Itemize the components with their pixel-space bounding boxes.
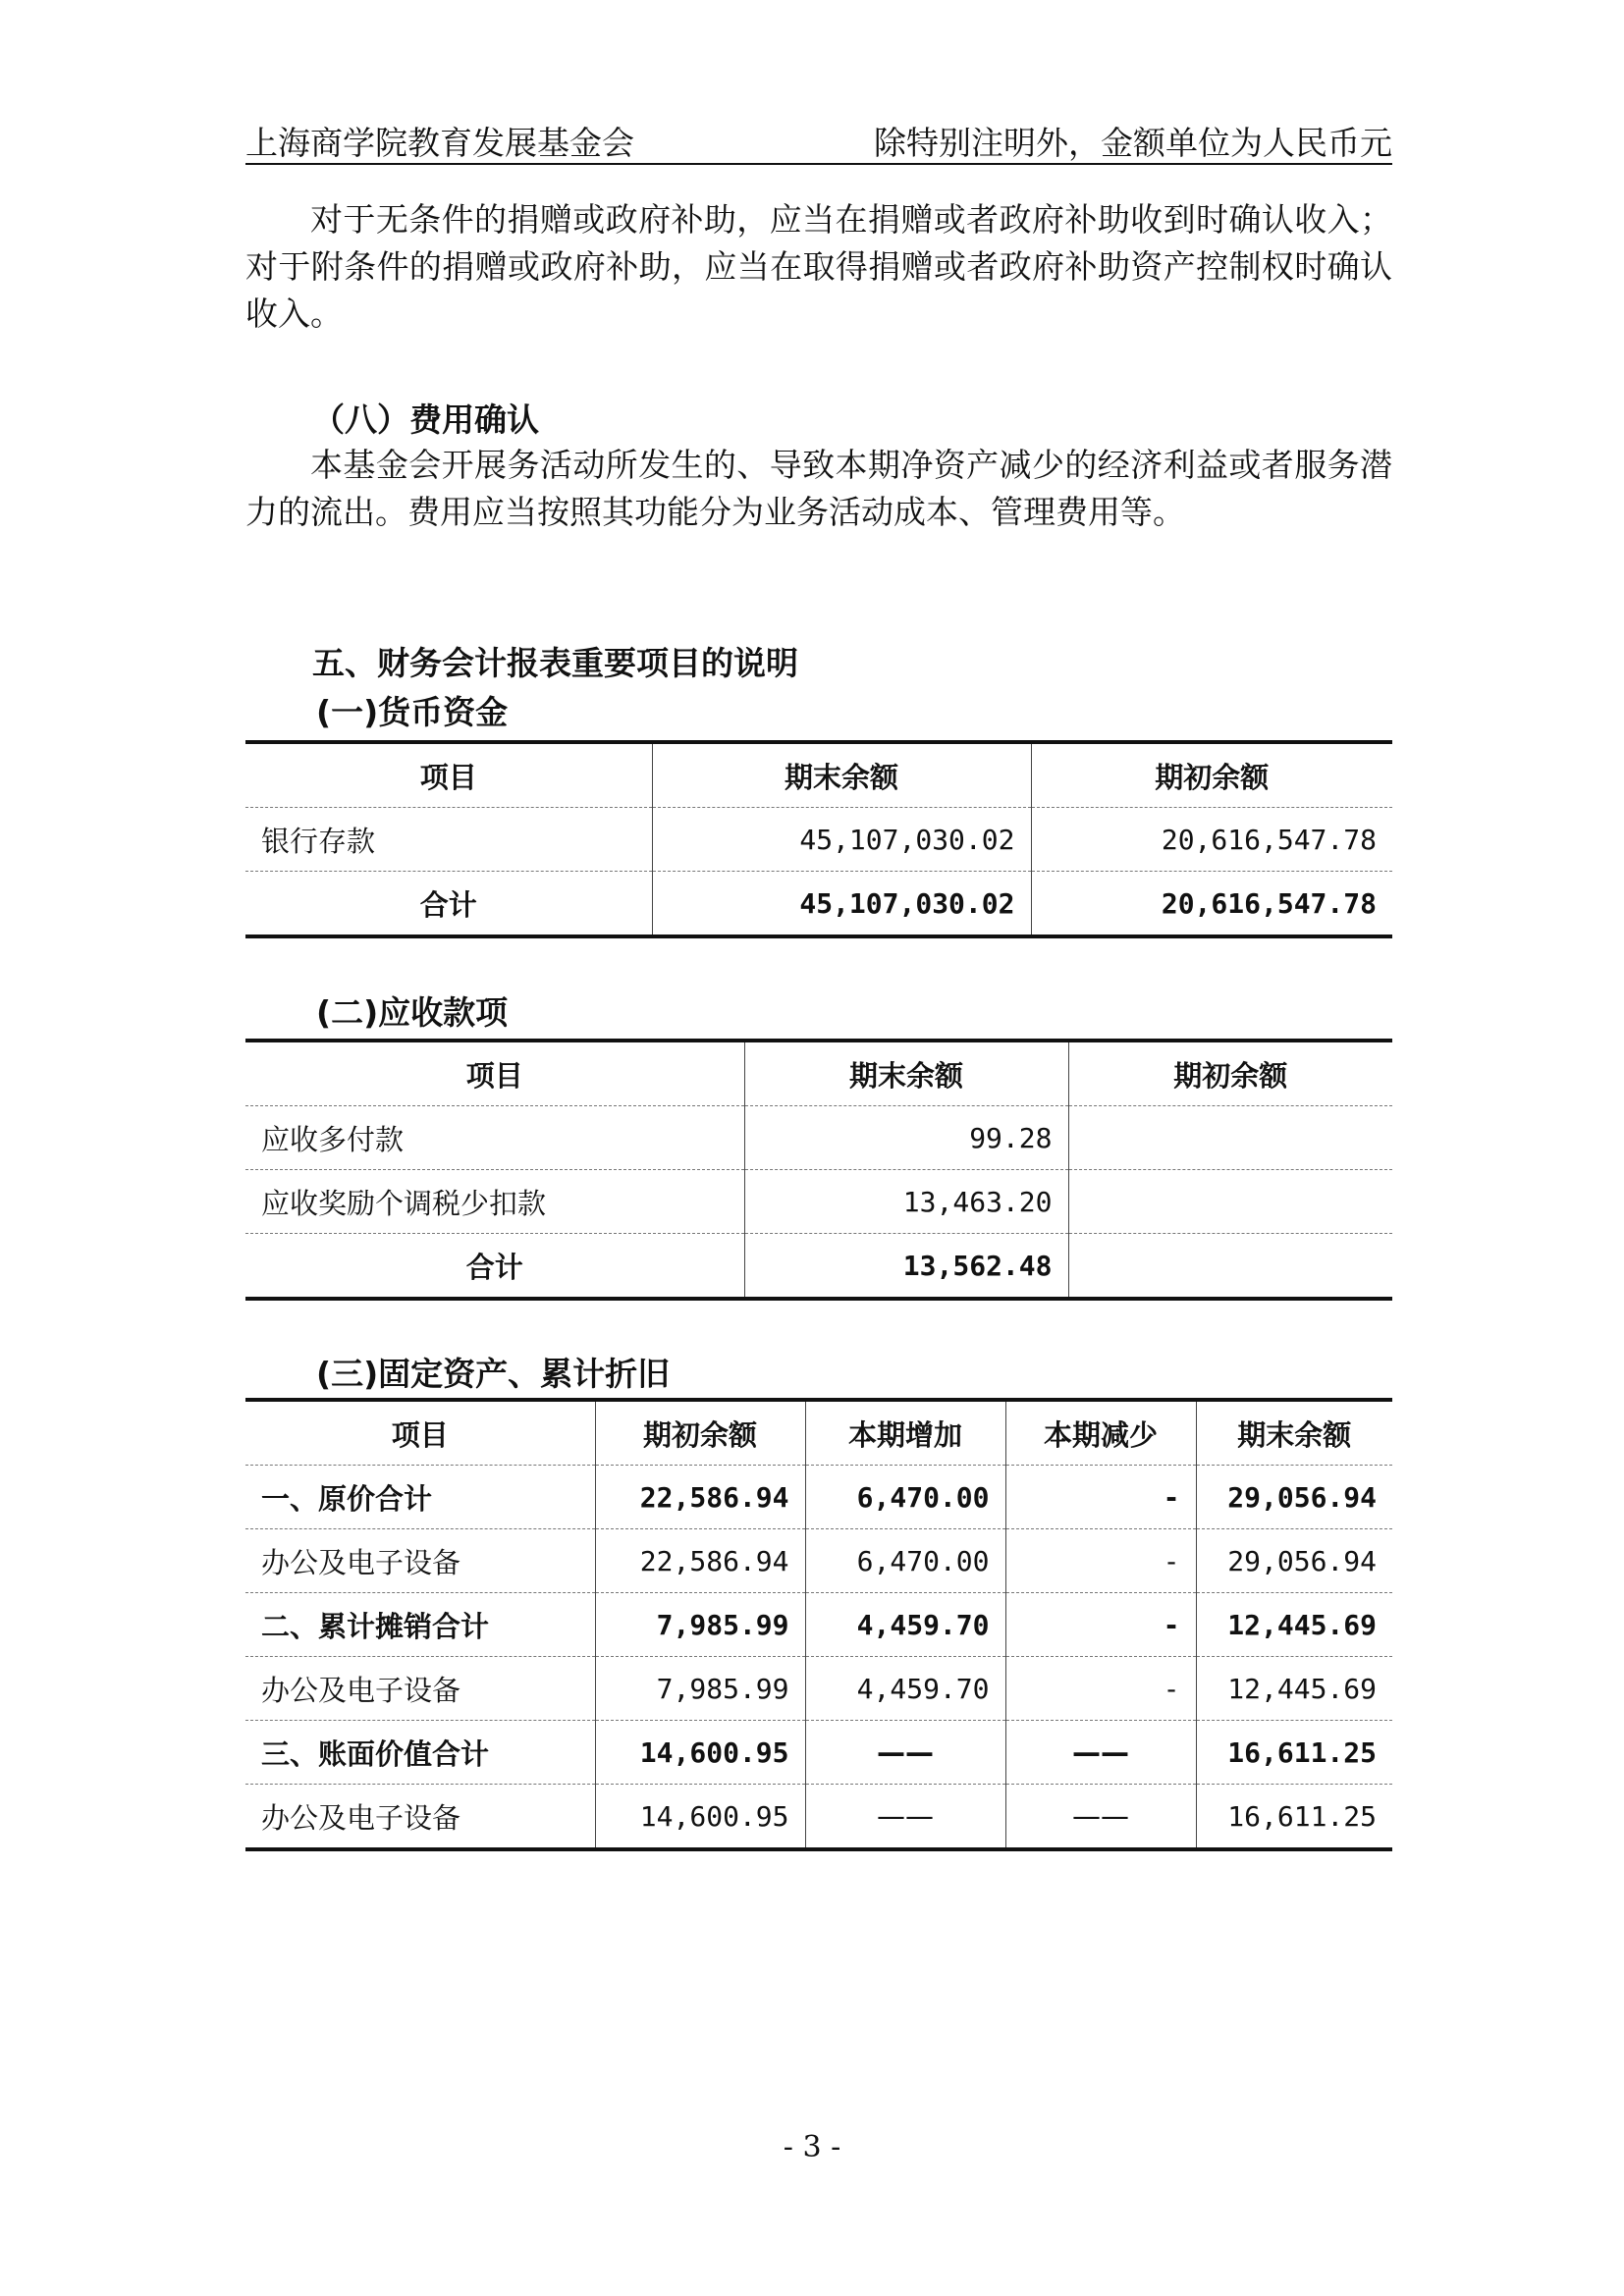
page-header [245, 116, 1392, 165]
table-row: 应收奖励个调税少扣款 13,463.20 [245, 1170, 1392, 1234]
table2-title: (二)应收款项 [316, 993, 509, 1032]
table2-header-item: 项目 [245, 1041, 744, 1106]
table1-header-ending: 期末余额 [652, 742, 1031, 808]
page-number: - 3 - [783, 2130, 841, 2164]
table-row: 办公及电子设备 14,600.95 —— —— 16,611.25 [245, 1785, 1392, 1850]
table3-header-decrease: 本期减少 [1005, 1400, 1196, 1466]
fixed-assets-table [245, 1398, 1392, 1851]
table3-header-opening: 期初余额 [595, 1400, 805, 1466]
table3-header-item: 项目 [245, 1400, 595, 1466]
table-row: 办公及电子设备 7,985.99 4,459.70 - 12,445.69 [245, 1657, 1392, 1721]
table-row-subtotal: 一、原价合计 22,586.94 6,470.00 - 29,056.94 [245, 1466, 1392, 1529]
table1-header-item: 项目 [245, 742, 652, 808]
table1-title: (一)货币资金 [316, 693, 509, 731]
table2-header-ending: 期末余额 [744, 1041, 1068, 1106]
currency-note: 除特别注明外，金额单位为人民币元 [874, 124, 1392, 162]
expense-recognition-paragraph: 本基金会开展务活动所发生的、导致本期净资产减少的经济利益或者服务潜力的流出。费用应当按照其功能分为业务活动成本、管理费用等。 [245, 446, 1392, 531]
table3-header-ending: 期末余额 [1196, 1400, 1392, 1466]
table-row-total: 合计 45,107,030.02 20,616,547.78 [245, 872, 1392, 937]
table3-header-increase: 本期增加 [805, 1400, 1005, 1466]
table-row: 银行存款 45,107,030.02 20,616,547.78 [245, 808, 1392, 872]
revenue-recognition-paragraph: 对于无条件的捐赠或政府补助，应当在捐赠或者政府补助收到时确认收入；对于附条件的捐赠或政府补助，应当在取得捐赠或者政府补助资产控制权时确认收入。 [245, 200, 1392, 333]
table-row-subtotal: 三、账面价值合计 14,600.95 —— —— 16,611.25 [245, 1721, 1392, 1785]
table3-title: (三)固定资产、累计折旧 [316, 1355, 671, 1393]
table-row-total: 合计 13,562.48 [245, 1234, 1392, 1300]
receivables-table [245, 1039, 1392, 1301]
section-five-heading: 五、财务会计报表重要项目的说明 [312, 644, 798, 682]
organization-name: 上海商学院教育发展基金会 [245, 124, 634, 162]
table-row: 应收多付款 99.28 [245, 1106, 1392, 1170]
table-row: 办公及电子设备 22,586.94 6,470.00 - 29,056.94 [245, 1529, 1392, 1593]
table2-header-opening: 期初余额 [1068, 1041, 1392, 1106]
table1-header-opening: 期初余额 [1031, 742, 1392, 808]
table-row-subtotal: 二、累计摊销合计 7,985.99 4,459.70 - 12,445.69 [245, 1593, 1392, 1657]
expense-recognition-heading: （八）费用确认 [312, 400, 539, 439]
cash-table [245, 740, 1392, 938]
